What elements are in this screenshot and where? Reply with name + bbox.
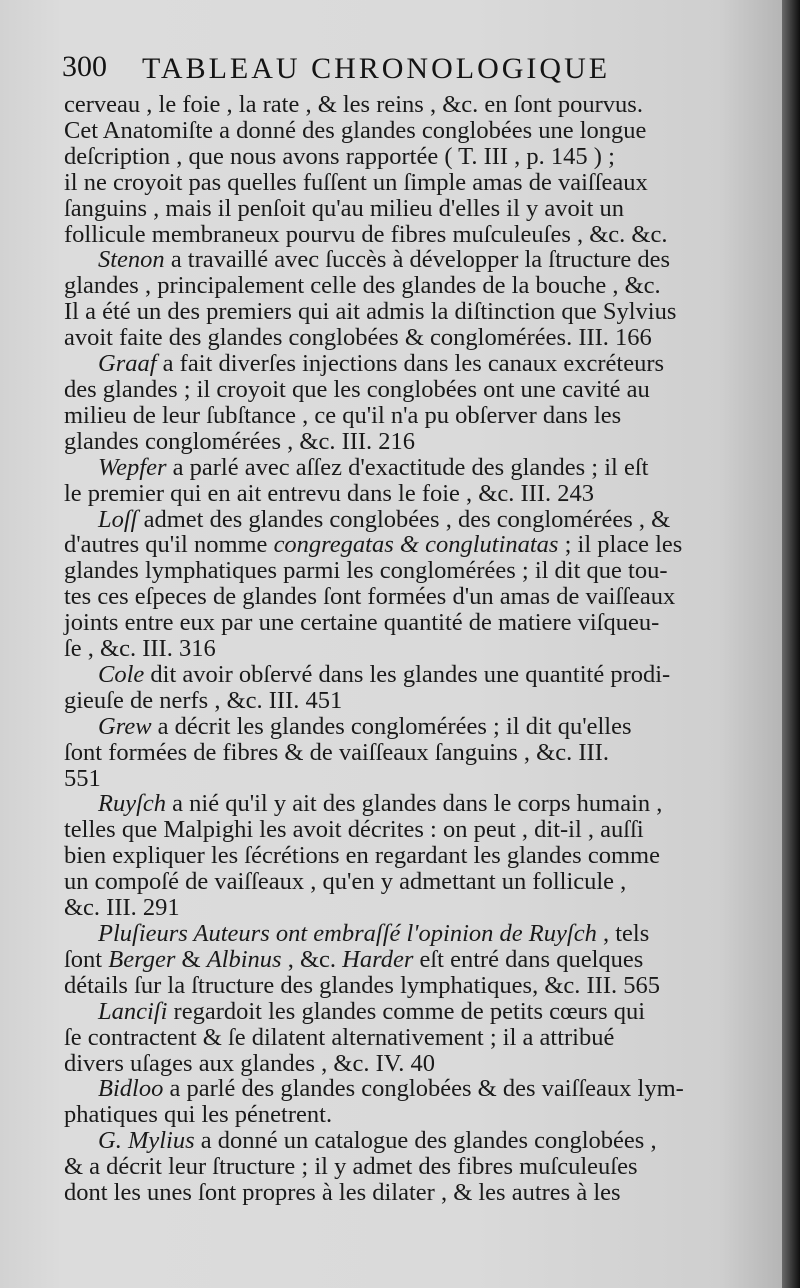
text-line <box>64 973 732 999</box>
italic-name: Harder <box>342 945 414 973</box>
text-segment: ſont <box>64 945 109 973</box>
text-segment: admet des glandes conglobées , des conglomérées , & <box>137 505 671 533</box>
text-segment: 551 <box>64 764 101 792</box>
text-line <box>64 403 732 429</box>
text-line <box>64 1102 732 1128</box>
text-segment: cerveau , le foie , la rate , & les reins , &c. en ſont pourvus. <box>64 91 643 118</box>
text-segment: tes ces eſpeces de glandes ſont formées d'un amas de vaiſſeaux <box>64 583 676 611</box>
text-segment: regardoit les glandes comme de petits cœurs qui <box>167 997 646 1025</box>
text-segment: un compoſé de vaiſſeaux , qu'en y admettant un follicule , <box>64 868 627 896</box>
text-segment: joints entre eux par une certaine quantité de matiere viſqueu- <box>64 609 660 637</box>
paragraph <box>64 662 732 714</box>
text-line <box>64 247 732 273</box>
italic-name: Grew <box>98 712 152 740</box>
text-segment: glandes conglomérées , &c. III. 216 <box>64 427 416 455</box>
text-line <box>64 999 732 1025</box>
paragraph <box>64 714 732 792</box>
text-line <box>64 507 732 533</box>
text-line <box>64 1154 732 1180</box>
text-segment: a nié qu'il y ait des glandes dans le corps humain , <box>166 790 663 818</box>
text-segment: , tels <box>596 920 650 947</box>
paragraph <box>64 455 732 507</box>
text-line <box>64 196 732 222</box>
text-line <box>64 869 732 895</box>
page-edge-shadow <box>782 0 800 1288</box>
text-line <box>64 455 732 481</box>
text-segment: avoit faite des glandes conglobées & conglomérées. III. 166 <box>64 324 652 352</box>
text-segment: ; il place les <box>558 531 683 559</box>
italic-name: Ruyſch <box>98 790 167 818</box>
text-line <box>64 610 732 636</box>
text-line <box>64 688 732 714</box>
paragraph <box>64 92 732 247</box>
paragraph <box>64 1128 732 1206</box>
text-line <box>64 144 732 170</box>
text-line <box>64 273 732 299</box>
text-line <box>64 377 732 403</box>
italic-name: Ruyſch <box>528 920 597 947</box>
italic-name: Pluſieurs Auteurs ont embraſſé l'opinion de <box>98 920 529 947</box>
text-segment: détails ſur la ſtructure des glandes lymphatiques, &c. III. 565 <box>64 971 661 999</box>
text-line <box>64 947 732 973</box>
paragraph <box>64 999 732 1077</box>
text-segment: milieu de leur ſubſtance , ce qu'il n'a pu obſerver dans les <box>64 401 622 429</box>
italic-name: Albinus <box>206 945 282 973</box>
text-segment: le premier qui en ait entrevu dans le foie , &c. III. 243 <box>64 479 594 507</box>
text-segment: d'autres qu'il nomme <box>64 531 274 559</box>
text-segment: Cet Anatomiſte a donné des glandes conglobées une longue <box>64 116 647 144</box>
text-line <box>64 429 732 455</box>
text-segment: &c. III. 291 <box>64 894 180 922</box>
text-segment: a parlé avec aſſez d'exactitude des glandes ; il eſt <box>166 453 649 481</box>
text-segment: a décrit les glandes conglomérées ; il dit qu'elles <box>151 712 632 740</box>
text-segment: glandes , principalement celle des glandes de la bouche , &c. <box>64 272 661 300</box>
text-segment: ſe contractent & ſe dilatent alternativement ; il a attribué <box>64 1023 615 1051</box>
italic-name: Graaf <box>98 350 157 378</box>
text-segment: & <box>175 945 207 973</box>
text-line <box>64 895 732 921</box>
text-line <box>64 532 732 558</box>
text-line <box>64 351 732 377</box>
text-line <box>64 481 732 507</box>
text-line <box>64 222 732 248</box>
paragraph <box>64 1076 732 1128</box>
text-segment: deſcription , que nous avons rapportée ( T. III , p. 145 ) ; <box>64 142 615 170</box>
text-line <box>64 170 732 196</box>
text-line <box>64 817 732 843</box>
text-line <box>64 843 732 869</box>
text-segment: a travaillé avec ſuccès à développer la ſtructure des <box>164 246 671 274</box>
text-segment: bien expliquer les ſécrétions en regardant les glandes comme <box>64 842 660 870</box>
text-segment: telles que Malpighi les avoit décrites : on peut , dit-il , auſſi <box>64 816 644 844</box>
text-line <box>64 921 732 947</box>
text-segment: , &c. <box>281 945 343 973</box>
text-line <box>64 584 732 610</box>
text-segment: follicule membraneux pourvu de fibres muſculeuſes , &c. &c. <box>64 220 668 248</box>
page-body-text <box>64 92 732 1206</box>
text-line <box>64 558 732 584</box>
text-segment: divers uſages aux glandes , &c. IV. 40 <box>64 1049 436 1077</box>
italic-name: Berger <box>108 945 176 973</box>
text-line <box>64 1025 732 1051</box>
paragraph <box>64 791 732 921</box>
italic-name: Cole <box>98 660 145 688</box>
italic-name: congregatas & conglutinatas <box>273 531 559 559</box>
text-line <box>64 325 732 351</box>
text-segment: des glandes ; il croyoit que les conglobées ont une cavité au <box>64 375 650 403</box>
paragraph <box>64 921 732 999</box>
text-line <box>64 636 732 662</box>
italic-name: Lanciſi <box>98 997 168 1025</box>
text-line <box>64 1128 732 1154</box>
page-number: 300 <box>62 50 107 83</box>
text-line <box>64 662 732 688</box>
text-segment: ſe , &c. III. 316 <box>64 635 216 663</box>
italic-name: Wepfer <box>98 453 167 481</box>
paragraph <box>64 507 732 662</box>
text-segment: ſanguins , mais il penſoit qu'au milieu d'elles il y avoit un <box>64 194 625 222</box>
text-line <box>64 92 732 118</box>
text-segment: ſont formées de fibres & de vaiſſeaux ſanguins , &c. III. <box>64 738 609 766</box>
text-line <box>64 1051 732 1077</box>
italic-name: Stenon <box>98 246 165 274</box>
text-segment: & a décrit leur ſtructure ; il y admet des fibres muſculeuſes <box>64 1153 638 1181</box>
text-line <box>64 714 732 740</box>
text-line <box>64 766 732 792</box>
text-segment: a parlé des glandes conglobées & des vaiſſeaux lym- <box>163 1075 684 1103</box>
paragraph <box>64 247 732 351</box>
text-line <box>64 740 732 766</box>
text-segment: dit avoir obſervé dans les glandes une quantité prodi- <box>144 660 671 688</box>
text-segment: a donné un catalogue des glandes conglobées , <box>194 1127 657 1155</box>
text-segment: Il a été un des premiers qui ait admis la diſtinction que Sylvius <box>64 298 677 326</box>
text-segment: a fait diverſes injections dans les canaux excréteurs <box>156 350 665 378</box>
text-segment: gieuſe de nerfs , &c. III. 451 <box>64 686 343 714</box>
paragraph <box>64 351 732 455</box>
page-header <box>62 50 762 90</box>
text-segment: dont les unes ſont propres à les dilater , & les autres à les <box>64 1179 621 1207</box>
text-line <box>64 1076 732 1102</box>
text-segment: il ne croyoit pas quelles fuſſent un ſimple amas de vaiſſeaux <box>64 168 648 196</box>
text-line <box>64 299 732 325</box>
italic-name: Bidloo <box>98 1075 164 1103</box>
running-title: TABLEAU CHRONOLOGIQUE <box>142 52 611 85</box>
text-segment: glandes lymphatiques parmi les conglomérées ; il dit que tou- <box>64 557 668 585</box>
text-line <box>64 1180 732 1206</box>
text-line <box>64 791 732 817</box>
italic-name: G. Mylius <box>98 1127 195 1155</box>
text-line <box>64 118 732 144</box>
italic-name: Loſſ <box>98 505 138 533</box>
text-segment: phatiques qui les pénetrent. <box>64 1101 333 1129</box>
text-segment: eſt entré dans quelques <box>413 945 644 973</box>
